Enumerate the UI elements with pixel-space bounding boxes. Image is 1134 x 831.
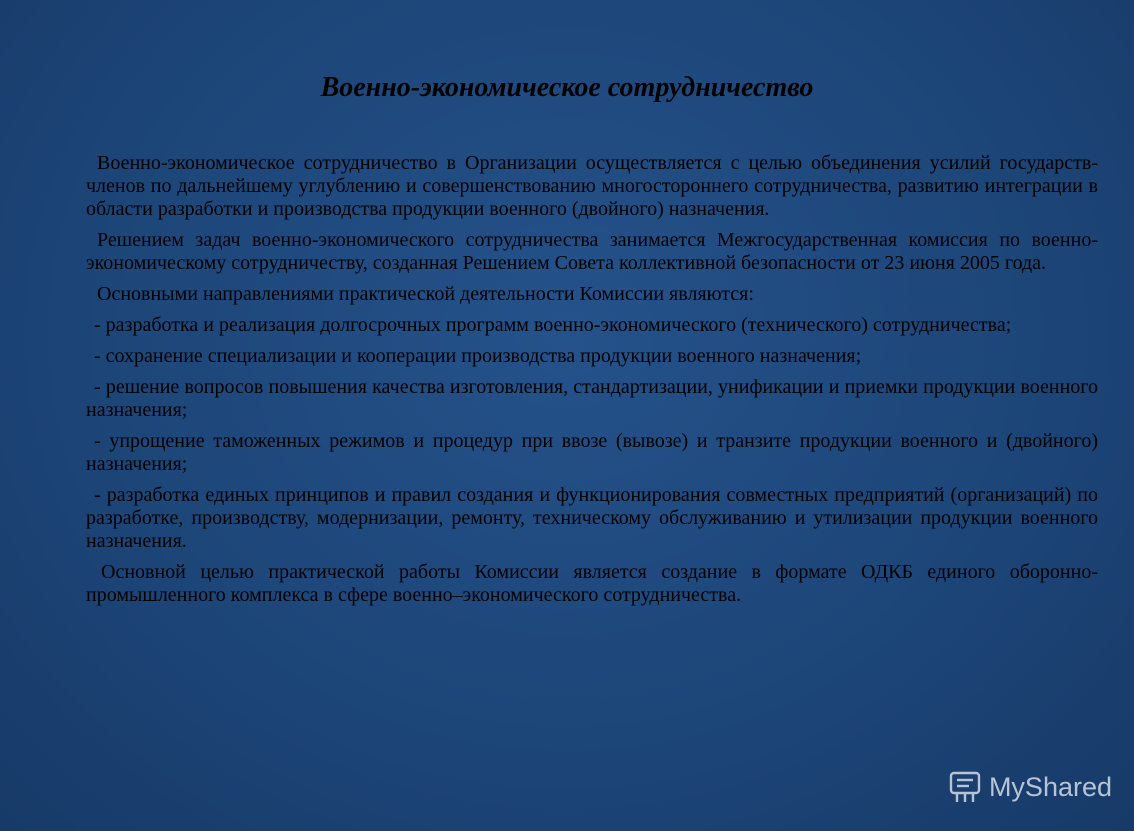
list-item: - упрощение таможенных режимов и процедур при ввозе (вывозе) и транзите продукции военного и (двойного) назначения;	[86, 430, 1098, 475]
paragraph-commission: Решением задач военно-экономического сотрудничества занимается Межгосударственная комиссия по военно-экономическому сотрудничеству, созданная Решением Совета коллективной безопасности от 23 июня 2005 года.	[86, 229, 1098, 274]
paragraph-conclusion: Основной целью практической работы Комиссии является создание в формате ОДКБ единого оборонно-промышленного комплекса в сфере военно–экономического сотрудничества.	[86, 561, 1098, 606]
paragraph-intro: Военно-экономическое сотрудничество в Организации осуществляется с целью объединения усилий государств-членов по дальнейшему углублению и совершенствованию многостороннего сотрудничества, развитию интеграции в области разработки и производства продукции военного (двойного) назначения.	[86, 152, 1098, 220]
list-item: - сохранение специализации и кооперации производства продукции военного назначения;	[94, 345, 862, 367]
myshared-logo-icon	[947, 769, 983, 805]
list-item: - разработка и реализация долгосрочных программ военно-экономического (технического) сотрудничества;	[94, 314, 1012, 336]
watermark	[947, 769, 1112, 805]
slide-body	[86, 152, 1098, 615]
list-item: - решение вопросов повышения качества изготовления, стандартизации, унификации и приемки продукции военного назначения;	[86, 376, 1098, 421]
paragraph-directions-heading: Основными направлениями практической деятельности Комиссии являются:	[97, 283, 754, 305]
list-item: - разработка единых принципов и правил создания и функционирования совместных предприятий (организаций) по разработке, производству, модернизации, ремонту, техническому обслуживанию и утилизации продукции военного назначения.	[86, 484, 1098, 552]
slide-title: Военно-экономическое сотрудничество	[320, 72, 814, 103]
watermark-text: MyShared	[988, 771, 1112, 802]
